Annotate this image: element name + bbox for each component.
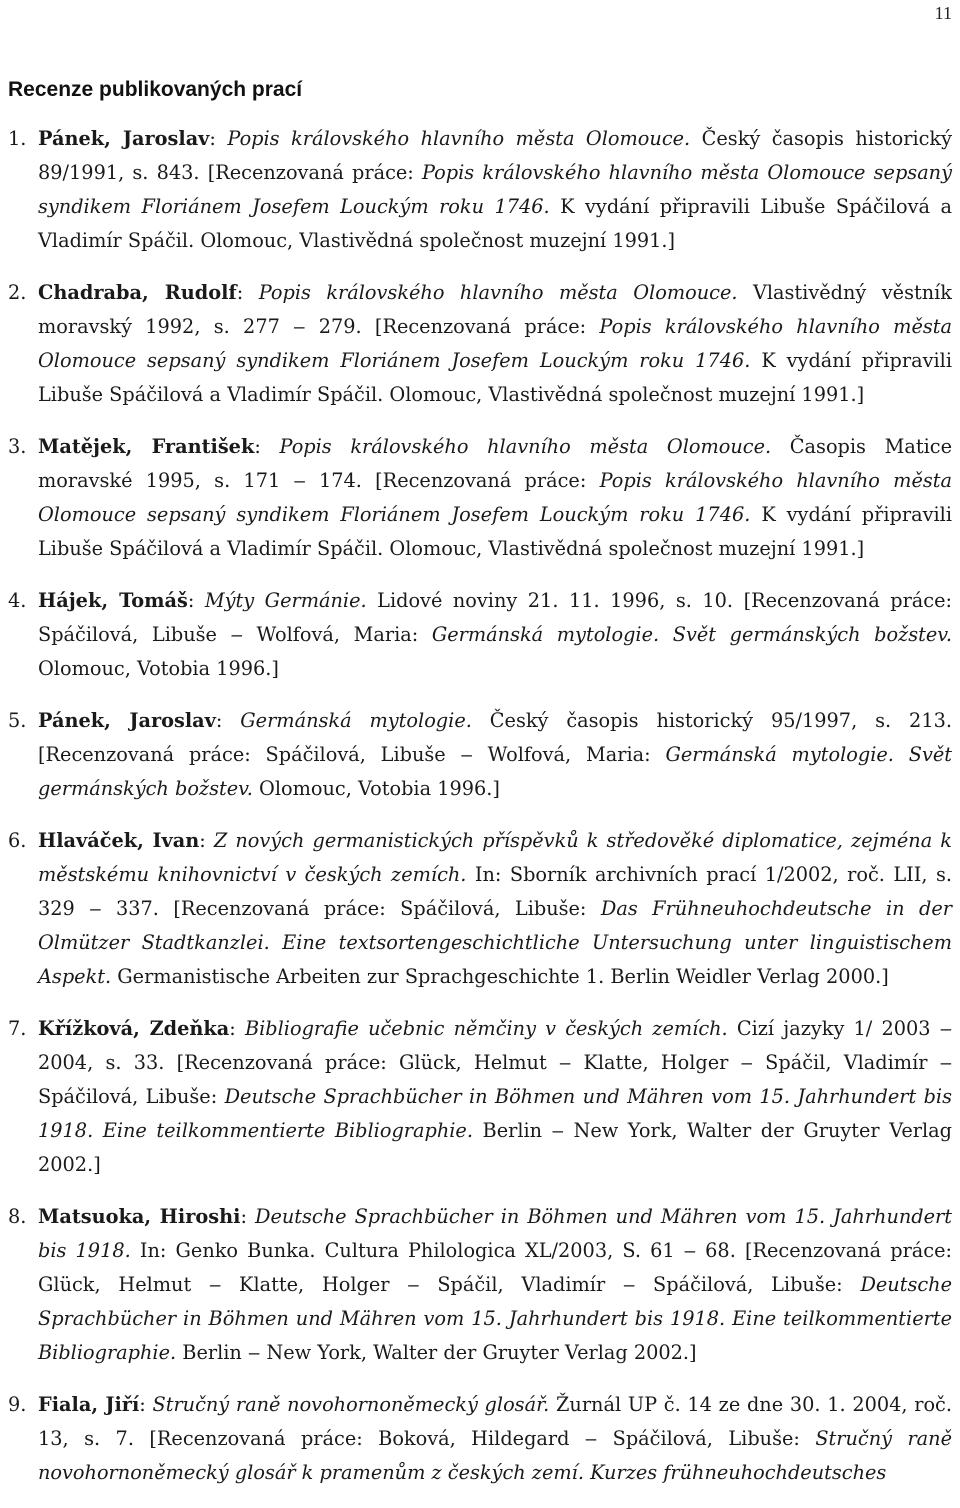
entry-author: Chadraba, Rudolf	[38, 281, 237, 304]
review-entry	[0, 276, 960, 412]
review-entry	[0, 122, 960, 258]
entry-text: :	[187, 589, 205, 612]
entry-title: Stručný raně novohornoněmecký glosář k pramenům z českých zemí. Kurzes frühneuhochdeutsches	[38, 1427, 952, 1484]
entry-title: Das Frühneuhochdeutsche in der Olmützer Stadtkanzlei. Eine textsortengeschichtliche Untersuchung unter linguistischem Aspekt.	[38, 897, 952, 988]
entry-title: Germánská mytologie.	[240, 709, 472, 732]
entry-text: :	[215, 709, 241, 732]
entry-text: :	[209, 127, 228, 150]
entry-number: 6.	[8, 829, 27, 852]
entry-text: :	[199, 829, 214, 852]
review-entry	[0, 1012, 960, 1182]
entry-author: Matsuoka, Hiroshi	[38, 1205, 241, 1228]
entry-title: Mýty Germánie.	[204, 589, 367, 612]
entry-title: Popis královského hlavního města Olomouce sepsaný syndikem Floriánem Josefem Louckým roku 1746.	[38, 469, 952, 526]
entry-number: 7.	[8, 1017, 27, 1040]
entry-text: Lidové noviny 21. 11. 1996, s. 10. [Recenzovaná práce: Spáčilová, Libuše ‒ Wolfová, Maria:	[38, 589, 952, 646]
entry-text: Berlin ‒ New York, Walter der Gruyter Verlag 2002.]	[176, 1341, 697, 1364]
entry-text: K vydání připravili Libuše Spáčilová a Vladimír Spáčil. Olomouc, Vlastivědná společnost muzejní 1991.]	[38, 195, 952, 252]
entry-number: 5.	[8, 709, 27, 732]
entry-text: Cizí jazyky 1/ 2003 ‒ 2004, s. 33. [Recenzovaná práce: Glück, Helmut ‒ Klatte, Holger ‒ Spáčil, Vladimír ‒ Spáčilová, Libuše:	[38, 1017, 952, 1108]
entry-number: 9.	[8, 1393, 27, 1416]
entry-text: :	[229, 1017, 245, 1040]
entry-title: Deutsche Sprachbücher in Böhmen und Mähren vom 15. Jahrhundert bis 1918. Eine teilkommentierte Bibliographie.	[38, 1273, 952, 1364]
entry-author: Matějek, František	[38, 435, 255, 458]
entry-text: Vlastivědný věstník moravský 1992, s. 277 ‒ 279. [Recenzovaná práce:	[38, 281, 952, 338]
review-entry	[0, 704, 960, 806]
entry-title: Popis královského hlavního města Olomouce sepsaný syndikem Floriánem Josefem Louckým roku 1746.	[38, 315, 952, 372]
entry-number: 3.	[8, 435, 27, 458]
entry-text: Olomouc, Votobia 1996.]	[38, 657, 279, 680]
review-entry	[0, 1200, 960, 1370]
entry-title: Z nových germanistických příspěvků k středověké diplomatice, zejména k městskému knihovnictví v českých zemích.	[38, 829, 952, 886]
entry-number: 8.	[8, 1205, 27, 1228]
entry-text: Žurnál UP č. 14 ze dne 30. 1. 2004, roč. 13, s. 7. [Recenzovaná práce: Boková, Hildegard ‒ Spáčilová, Libuše:	[38, 1393, 952, 1450]
entry-title: Germánská mytologie. Svět germánských božstev.	[431, 623, 952, 646]
entry-text: Český časopis historický 95/1997, s. 213. [Recenzovaná práce: Spáčilová, Libuše ‒ Wolfová, Maria:	[38, 709, 952, 766]
entry-title: Stručný raně novohornoněmecký glosář.	[152, 1393, 550, 1416]
entry-text: Germanistische Arbeiten zur Sprachgeschichte 1. Berlin Weidler Verlag 2000.]	[111, 965, 889, 988]
entry-title: Deutsche Sprachbücher in Böhmen und Mähren vom 15. Jahrhundert bis 1918. Eine teilkommentierte Bibliographie.	[38, 1085, 952, 1142]
entry-title: Popis královského hlavního města Olomouce.	[279, 435, 772, 458]
entry-text: :	[254, 435, 280, 458]
entry-title: Popis královského hlavního města Olomouce.	[227, 127, 691, 150]
entry-title: Germánská mytologie. Svět germánských božstev.	[38, 743, 952, 800]
entry-text: In: Genko Bunka. Cultura Philologica XL/2003, S. 61 ‒ 68. [Recenzovaná práce: Glück, Helmut ‒ Klatte, Holger ‒ Spáčil, Vladimír ‒ Spáčilová, Libuše:	[38, 1239, 952, 1296]
entry-title: Popis královského hlavního města Olomouce.	[258, 281, 738, 304]
page-number: 11	[934, 3, 952, 23]
entry-text: :	[139, 1393, 153, 1416]
review-entry	[0, 824, 960, 994]
entry-title: Popis královského hlavního města Olomouce sepsaný syndikem Floriánem Josefem Louckým roku 1746.	[38, 161, 952, 218]
entry-text: Časopis Matice moravské 1995, s. 171 ‒ 174. [Recenzovaná práce:	[38, 435, 952, 492]
section-heading: Recenze publikovaných prací	[8, 78, 303, 101]
review-entry	[0, 584, 960, 686]
entry-author: Fiala, Jiří	[38, 1393, 140, 1416]
entry-text: In: Sborník archivních prací 1/2002, roč. LII, s. 329 ‒ 337. [Recenzovaná práce: Spáčilová, Libuše:	[38, 863, 953, 920]
entry-number: 1.	[8, 127, 27, 150]
entry-text: K vydání připravili Libuše Spáčilová a Vladimír Spáčil. Olomouc, Vlastivědná společnost muzejní 1991.]	[38, 503, 952, 560]
review-entry	[0, 1388, 960, 1490]
entry-number: 4.	[8, 589, 27, 612]
entry-text: Olomouc, Votobia 1996.]	[252, 777, 500, 800]
entry-author: Pánek, Jaroslav	[38, 127, 210, 150]
entry-author: Hájek, Tomáš	[38, 589, 188, 612]
entry-number: 2.	[8, 281, 27, 304]
entry-text: :	[240, 1205, 255, 1228]
entry-text: Berlin ‒ New York, Walter der Gruyter Verlag 2002.]	[38, 1119, 952, 1176]
review-list	[0, 122, 960, 1508]
entry-author: Hlaváček, Ivan	[38, 829, 200, 852]
entry-author: Křížková, Zdeňka	[38, 1017, 230, 1040]
entry-title: Bibliografie učebnic němčiny v českých zemích.	[244, 1017, 728, 1040]
review-entry	[0, 430, 960, 566]
entry-text: K vydání připravili Libuše Spáčilová a Vladimír Spáčil. Olomouc, Vlastivědná společnost muzejní 1991.]	[38, 349, 952, 406]
entry-title: Deutsche Sprachbücher in Böhmen und Mähren vom 15. Jahrhundert bis 1918.	[38, 1205, 952, 1262]
entry-text: Český časopis historický 89/1991, s. 843. [Recenzovaná práce:	[38, 127, 952, 184]
entry-author: Pánek, Jaroslav	[38, 709, 216, 732]
entry-text: :	[236, 281, 259, 304]
